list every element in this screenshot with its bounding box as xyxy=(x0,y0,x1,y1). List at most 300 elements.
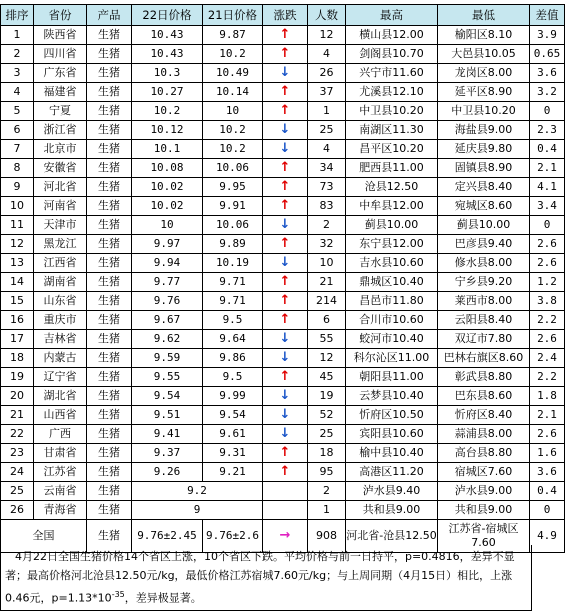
table-row xyxy=(1,273,565,292)
price-21-cell: 10.14 xyxy=(203,83,263,102)
table-row xyxy=(1,254,565,273)
price-22-cell: 10.3 xyxy=(132,64,203,83)
price-21-cell: 10.06 xyxy=(203,159,263,178)
province-cell: 河北省 xyxy=(34,178,87,197)
arrow-up-icon: ↑ xyxy=(279,312,291,327)
count-cell: 83 xyxy=(308,197,346,216)
price-22-cell: 9.62 xyxy=(132,330,203,349)
province-cell: 广东省 xyxy=(34,64,87,83)
min-cell: 延庆县9.80 xyxy=(438,140,530,159)
max-cell: 合川市10.60 xyxy=(346,311,438,330)
diff-cell: 2.6 xyxy=(530,330,565,349)
count-cell: 12 xyxy=(308,349,346,368)
province-cell: 河南省 xyxy=(34,197,87,216)
trend-cell xyxy=(263,463,308,482)
total-label: 全国 xyxy=(1,520,87,553)
count-cell: 73 xyxy=(308,178,346,197)
arrow-down-icon: ↓ xyxy=(279,65,291,80)
province-cell: 吉林省 xyxy=(34,330,87,349)
trend-cell xyxy=(263,216,308,235)
diff-cell: 3.6 xyxy=(530,64,565,83)
max-cell: 榆中县10.40 xyxy=(346,444,438,463)
count-cell: 52 xyxy=(308,406,346,425)
rank-cell: 20 xyxy=(1,387,34,406)
rank-cell: 16 xyxy=(1,311,34,330)
max-cell: 尤溪县12.10 xyxy=(346,83,438,102)
product-cell: 生猪 xyxy=(87,178,132,197)
column-header: 人数 xyxy=(308,5,346,26)
count-cell: 1 xyxy=(308,102,346,121)
product-cell: 生猪 xyxy=(87,311,132,330)
min-cell: 蓟县10.00 xyxy=(438,216,530,235)
max-cell: 兴宁市11.60 xyxy=(346,64,438,83)
max-cell: 忻府区10.50 xyxy=(346,406,438,425)
province-cell: 广西 xyxy=(34,425,87,444)
count-cell: 37 xyxy=(308,83,346,102)
price-22-cell: 9.2 xyxy=(132,482,263,501)
price-21-cell: 10.2 xyxy=(203,121,263,140)
diff-cell: 2.1 xyxy=(530,159,565,178)
trend-cell xyxy=(263,83,308,102)
rank-cell: 14 xyxy=(1,273,34,292)
table-row xyxy=(1,368,565,387)
province-cell: 安徽省 xyxy=(34,159,87,178)
province-cell: 青海省 xyxy=(34,501,87,520)
province-cell: 浙江省 xyxy=(34,121,87,140)
min-cell: 中卫县10.20 xyxy=(438,102,530,121)
rank-cell: 13 xyxy=(1,254,34,273)
price-21-cell: 9.87 xyxy=(203,26,263,45)
table-body xyxy=(1,26,565,553)
min-cell: 彰武县8.80 xyxy=(438,368,530,387)
rank-cell: 21 xyxy=(1,406,34,425)
column-header: 最低 xyxy=(438,5,530,26)
price-22-cell: 9.59 xyxy=(132,349,203,368)
column-header: 22日价格 xyxy=(132,5,203,26)
price-22-cell: 10.12 xyxy=(132,121,203,140)
min-cell: 修水县8.00 xyxy=(438,254,530,273)
price-22-cell: 10.1 xyxy=(132,140,203,159)
diff-cell: 0.4 xyxy=(530,482,565,501)
count-cell: 95 xyxy=(308,463,346,482)
header-row xyxy=(1,5,565,26)
min-cell: 龙岗区8.00 xyxy=(438,64,530,83)
price-21-cell: 9.91 xyxy=(203,197,263,216)
price-22-cell: 10.02 xyxy=(132,197,203,216)
max-cell: 宾阳县10.60 xyxy=(346,425,438,444)
trend-cell xyxy=(263,102,308,121)
diff-cell: 1.2 xyxy=(530,273,565,292)
min-cell: 高台县8.80 xyxy=(438,444,530,463)
table-row xyxy=(1,349,565,368)
trend-cell xyxy=(263,45,308,64)
province-cell: 江西省 xyxy=(34,254,87,273)
trend-cell xyxy=(263,292,308,311)
price-22-cell: 10.08 xyxy=(132,159,203,178)
arrow-up-icon: ↑ xyxy=(279,369,291,384)
table-row xyxy=(1,140,565,159)
min-cell: 定兴县8.40 xyxy=(438,178,530,197)
product-cell: 生猪 xyxy=(87,83,132,102)
trend-cell xyxy=(263,311,308,330)
price-22-cell: 9.76 xyxy=(132,292,203,311)
province-cell: 湖南省 xyxy=(34,273,87,292)
table-row xyxy=(1,83,565,102)
column-header: 排序 xyxy=(1,5,34,26)
arrow-down-icon: ↓ xyxy=(279,255,291,270)
price-22-cell: 9.55 xyxy=(132,368,203,387)
rank-cell: 4 xyxy=(1,83,34,102)
rank-cell: 23 xyxy=(1,444,34,463)
price-21-cell: 9.5 xyxy=(203,311,263,330)
price-22-cell: 9.77 xyxy=(132,273,203,292)
province-cell: 天津市 xyxy=(34,216,87,235)
product-cell: 生猪 xyxy=(87,273,132,292)
max-cell: 东宁县12.00 xyxy=(346,235,438,254)
diff-cell: 0 xyxy=(530,501,565,520)
arrow-up-icon: ↑ xyxy=(279,198,291,213)
trend-cell xyxy=(263,368,308,387)
min-cell: 云阳县8.40 xyxy=(438,311,530,330)
table-row xyxy=(1,482,565,501)
max-cell: 共和县9.00 xyxy=(346,501,438,520)
min-cell: 莱西市8.00 xyxy=(438,292,530,311)
trend-cell xyxy=(263,121,308,140)
product-cell: 生猪 xyxy=(87,102,132,121)
min-cell: 忻府区8.40 xyxy=(438,406,530,425)
count-cell: 10 xyxy=(308,254,346,273)
min-cell: 大邑县10.05 xyxy=(438,45,530,64)
total-max: 河北省-沧县12.50 xyxy=(346,520,438,553)
max-cell: 沧县12.50 xyxy=(346,178,438,197)
max-cell: 蓟县10.00 xyxy=(346,216,438,235)
product-cell: 生猪 xyxy=(87,349,132,368)
price-21-cell: 9.95 xyxy=(203,178,263,197)
rank-cell: 15 xyxy=(1,292,34,311)
arrow-down-icon: ↓ xyxy=(279,141,291,156)
min-cell: 巴东县8.60 xyxy=(438,387,530,406)
price-21-cell: 10.2 xyxy=(203,140,263,159)
diff-cell: 1.8 xyxy=(530,387,565,406)
count-cell: 2 xyxy=(308,216,346,235)
arrow-up-icon: ↑ xyxy=(279,103,291,118)
min-cell: 双辽市7.80 xyxy=(438,330,530,349)
rank-cell: 19 xyxy=(1,368,34,387)
column-header: 最高 xyxy=(346,5,438,26)
product-cell: 生猪 xyxy=(87,330,132,349)
table-row xyxy=(1,444,565,463)
arrow-down-icon: ↓ xyxy=(279,388,291,403)
diff-cell: 0.4 xyxy=(530,140,565,159)
price-22-cell: 9.94 xyxy=(132,254,203,273)
product-cell: 生猪 xyxy=(87,254,132,273)
rank-cell: 8 xyxy=(1,159,34,178)
province-cell: 黑龙江 xyxy=(34,235,87,254)
diff-cell: 2.1 xyxy=(530,406,565,425)
product-cell: 生猪 xyxy=(87,463,132,482)
table-row xyxy=(1,292,565,311)
column-header: 21日价格 xyxy=(203,5,263,26)
min-cell: 蒜浦县8.00 xyxy=(438,425,530,444)
rank-cell: 22 xyxy=(1,425,34,444)
rank-cell: 6 xyxy=(1,121,34,140)
arrow-up-icon: ↑ xyxy=(279,464,291,479)
max-cell: 肥西县11.00 xyxy=(346,159,438,178)
price-21-cell: 10.2 xyxy=(203,45,263,64)
price-21-cell: 9.71 xyxy=(203,292,263,311)
trend-cell xyxy=(263,482,308,501)
min-cell: 延平区8.90 xyxy=(438,83,530,102)
count-cell: 214 xyxy=(308,292,346,311)
count-cell: 21 xyxy=(308,273,346,292)
table-row xyxy=(1,64,565,83)
diff-cell: 2.6 xyxy=(530,425,565,444)
arrow-down-icon: ↓ xyxy=(279,217,291,232)
min-cell: 固镇县8.90 xyxy=(438,159,530,178)
column-header: 差值 xyxy=(530,5,565,26)
rank-cell: 26 xyxy=(1,501,34,520)
product-cell: 生猪 xyxy=(87,140,132,159)
min-cell: 宁乡县9.20 xyxy=(438,273,530,292)
product-cell: 生猪 xyxy=(87,159,132,178)
price-22-cell: 9.37 xyxy=(132,444,203,463)
arrow-up-icon: ↑ xyxy=(279,46,291,61)
price-21-cell: 9.99 xyxy=(203,387,263,406)
max-cell: 剑阁县10.70 xyxy=(346,45,438,64)
diff-cell: 2.3 xyxy=(530,121,565,140)
price-22-cell: 9.97 xyxy=(132,235,203,254)
count-cell: 12 xyxy=(308,26,346,45)
table-row xyxy=(1,311,565,330)
trend-cell xyxy=(263,254,308,273)
diff-cell: 2.6 xyxy=(530,254,565,273)
min-cell: 宿城区7.60 xyxy=(438,463,530,482)
rank-cell: 17 xyxy=(1,330,34,349)
product-cell: 生猪 xyxy=(87,197,132,216)
trend-cell xyxy=(263,159,308,178)
price-22-cell: 9.54 xyxy=(132,387,203,406)
count-cell: 4 xyxy=(308,45,346,64)
product-cell: 生猪 xyxy=(87,121,132,140)
diff-cell: 2.6 xyxy=(530,235,565,254)
table-row xyxy=(1,425,565,444)
table-row xyxy=(1,159,565,178)
trend-cell xyxy=(263,140,308,159)
summary-exponent: -35 xyxy=(111,590,125,599)
table-row xyxy=(1,102,565,121)
count-cell: 1 xyxy=(308,501,346,520)
total-diff: 4.9 xyxy=(530,520,565,553)
price-21-cell: 9.89 xyxy=(203,235,263,254)
diff-cell: 3.6 xyxy=(530,463,565,482)
rank-cell: 3 xyxy=(1,64,34,83)
arrow-up-icon: ↑ xyxy=(279,27,291,42)
product-cell: 生猪 xyxy=(87,45,132,64)
diff-cell: 0 xyxy=(530,102,565,121)
table-row xyxy=(1,406,565,425)
province-cell: 山西省 xyxy=(34,406,87,425)
province-cell: 江苏省 xyxy=(34,463,87,482)
price-22-cell: 9.26 xyxy=(132,463,203,482)
max-cell: 朝阳县11.00 xyxy=(346,368,438,387)
max-cell: 昌平区10.20 xyxy=(346,140,438,159)
product-cell: 生猪 xyxy=(87,64,132,83)
trend-cell xyxy=(263,406,308,425)
arrow-up-icon: ↑ xyxy=(279,179,291,194)
rank-cell: 12 xyxy=(1,235,34,254)
count-cell: 55 xyxy=(308,330,346,349)
count-cell: 25 xyxy=(308,121,346,140)
rank-cell: 24 xyxy=(1,463,34,482)
table-row xyxy=(1,216,565,235)
min-cell: 宛城区8.60 xyxy=(438,197,530,216)
product-cell: 生猪 xyxy=(87,368,132,387)
max-cell: 鼎城区10.40 xyxy=(346,273,438,292)
price-21-cell: 10 xyxy=(203,102,263,121)
diff-cell: 0.65 xyxy=(530,45,565,64)
price-21-cell: 9.54 xyxy=(203,406,263,425)
price-21-cell: 9.5 xyxy=(203,368,263,387)
column-header: 产品 xyxy=(87,5,132,26)
max-cell: 横山县12.00 xyxy=(346,26,438,45)
count-cell: 32 xyxy=(308,235,346,254)
max-cell: 高港区11.20 xyxy=(346,463,438,482)
price-21-cell: 10.19 xyxy=(203,254,263,273)
count-cell: 34 xyxy=(308,159,346,178)
arrow-up-icon: ↑ xyxy=(279,160,291,175)
diff-cell: 2.2 xyxy=(530,368,565,387)
min-cell: 巴彦县9.40 xyxy=(438,235,530,254)
province-cell: 湖北省 xyxy=(34,387,87,406)
price-21-cell: 10.49 xyxy=(203,64,263,83)
summary-note xyxy=(0,545,532,611)
table-row xyxy=(1,501,565,520)
max-cell: 昌邑市11.80 xyxy=(346,292,438,311)
price-22-cell: 10 xyxy=(132,216,203,235)
province-cell: 内蒙古 xyxy=(34,349,87,368)
count-cell: 6 xyxy=(308,311,346,330)
trend-cell xyxy=(263,330,308,349)
price-21-cell: 9.31 xyxy=(203,444,263,463)
arrow-right-icon: → xyxy=(279,528,291,543)
diff-cell: 3.8 xyxy=(530,292,565,311)
min-cell: 海盐县9.00 xyxy=(438,121,530,140)
summary-text: 4月22日全国生猪价格14个省区上涨，10个省区下跌。平均价格与前一日持平，p=0.4816，差异不显著；最高价格河北沧县12.50元/kg，最低价格江苏宿城7.60元/kg；与上周同期（4月15日）相比，上涨0.46元，p=1.13*10 xyxy=(5,550,515,605)
province-cell: 北京市 xyxy=(34,140,87,159)
max-cell: 中牟县12.00 xyxy=(346,197,438,216)
count-cell: 45 xyxy=(308,368,346,387)
count-cell: 25 xyxy=(308,425,346,444)
arrow-down-icon: ↓ xyxy=(279,331,291,346)
product-cell: 生猪 xyxy=(87,406,132,425)
price-22-cell: 10.27 xyxy=(132,83,203,102)
arrow-down-icon: ↓ xyxy=(279,350,291,365)
price-table xyxy=(0,4,565,553)
table-row xyxy=(1,45,565,64)
diff-cell: 4.1 xyxy=(530,178,565,197)
rank-cell: 7 xyxy=(1,140,34,159)
product-cell: 生猪 xyxy=(87,387,132,406)
product-cell: 生猪 xyxy=(87,235,132,254)
table-row xyxy=(1,197,565,216)
price-21-cell: 9.64 xyxy=(203,330,263,349)
trend-cell xyxy=(263,273,308,292)
trend-cell xyxy=(263,425,308,444)
product-cell: 生猪 xyxy=(87,216,132,235)
price-22-cell: 10.43 xyxy=(132,26,203,45)
diff-cell: 0 xyxy=(530,216,565,235)
trend-cell xyxy=(263,26,308,45)
province-cell: 福建省 xyxy=(34,83,87,102)
price-22-cell: 9.67 xyxy=(132,311,203,330)
max-cell: 云梦县10.40 xyxy=(346,387,438,406)
product-cell: 生猪 xyxy=(87,292,132,311)
diff-cell: 2.2 xyxy=(530,311,565,330)
max-cell: 南湖区11.30 xyxy=(346,121,438,140)
total-price-21: 9.76±2.6 xyxy=(203,520,263,553)
province-cell: 重庆市 xyxy=(34,311,87,330)
product-cell: 生猪 xyxy=(87,425,132,444)
arrow-down-icon: ↓ xyxy=(279,122,291,137)
trend-cell xyxy=(263,64,308,83)
price-21-cell: 9.61 xyxy=(203,425,263,444)
rank-cell: 5 xyxy=(1,102,34,121)
count-cell: 4 xyxy=(308,140,346,159)
price-22-cell: 10.2 xyxy=(132,102,203,121)
trend-cell xyxy=(263,387,308,406)
price-22-cell: 9.41 xyxy=(132,425,203,444)
province-cell: 宁夏 xyxy=(34,102,87,121)
diff-cell: 2.4 xyxy=(530,349,565,368)
product-cell: 生猪 xyxy=(87,482,132,501)
price-21-cell: 9.21 xyxy=(203,463,263,482)
rank-cell: 25 xyxy=(1,482,34,501)
max-cell: 蛟河市10.40 xyxy=(346,330,438,349)
province-cell: 辽宁省 xyxy=(34,368,87,387)
table-row xyxy=(1,26,565,45)
rank-cell: 10 xyxy=(1,197,34,216)
rank-cell: 1 xyxy=(1,26,34,45)
total-product: 生猪 xyxy=(87,520,132,553)
count-cell: 2 xyxy=(308,482,346,501)
product-cell: 生猪 xyxy=(87,501,132,520)
trend-cell xyxy=(263,349,308,368)
summary-text-end: ，差异极显著。 xyxy=(124,591,202,605)
rank-cell: 2 xyxy=(1,45,34,64)
province-cell: 甘肃省 xyxy=(34,444,87,463)
max-cell: 泸水县9.40 xyxy=(346,482,438,501)
diff-cell: 3.4 xyxy=(530,197,565,216)
trend-cell xyxy=(263,444,308,463)
province-cell: 四川省 xyxy=(34,45,87,64)
min-cell: 共和县9.00 xyxy=(438,501,530,520)
max-cell: 吉水县10.60 xyxy=(346,254,438,273)
product-cell: 生猪 xyxy=(87,444,132,463)
arrow-up-icon: ↑ xyxy=(279,236,291,251)
arrow-up-icon: ↑ xyxy=(279,445,291,460)
table-row xyxy=(1,387,565,406)
trend-cell xyxy=(263,235,308,254)
price-21-cell: 9.86 xyxy=(203,349,263,368)
diff-cell: 3.9 xyxy=(530,26,565,45)
total-count: 908 xyxy=(308,520,346,553)
count-cell: 19 xyxy=(308,387,346,406)
province-cell: 山东省 xyxy=(34,292,87,311)
arrow-up-icon: ↑ xyxy=(279,84,291,99)
table-row xyxy=(1,178,565,197)
column-header: 省份 xyxy=(34,5,87,26)
table-row xyxy=(1,235,565,254)
